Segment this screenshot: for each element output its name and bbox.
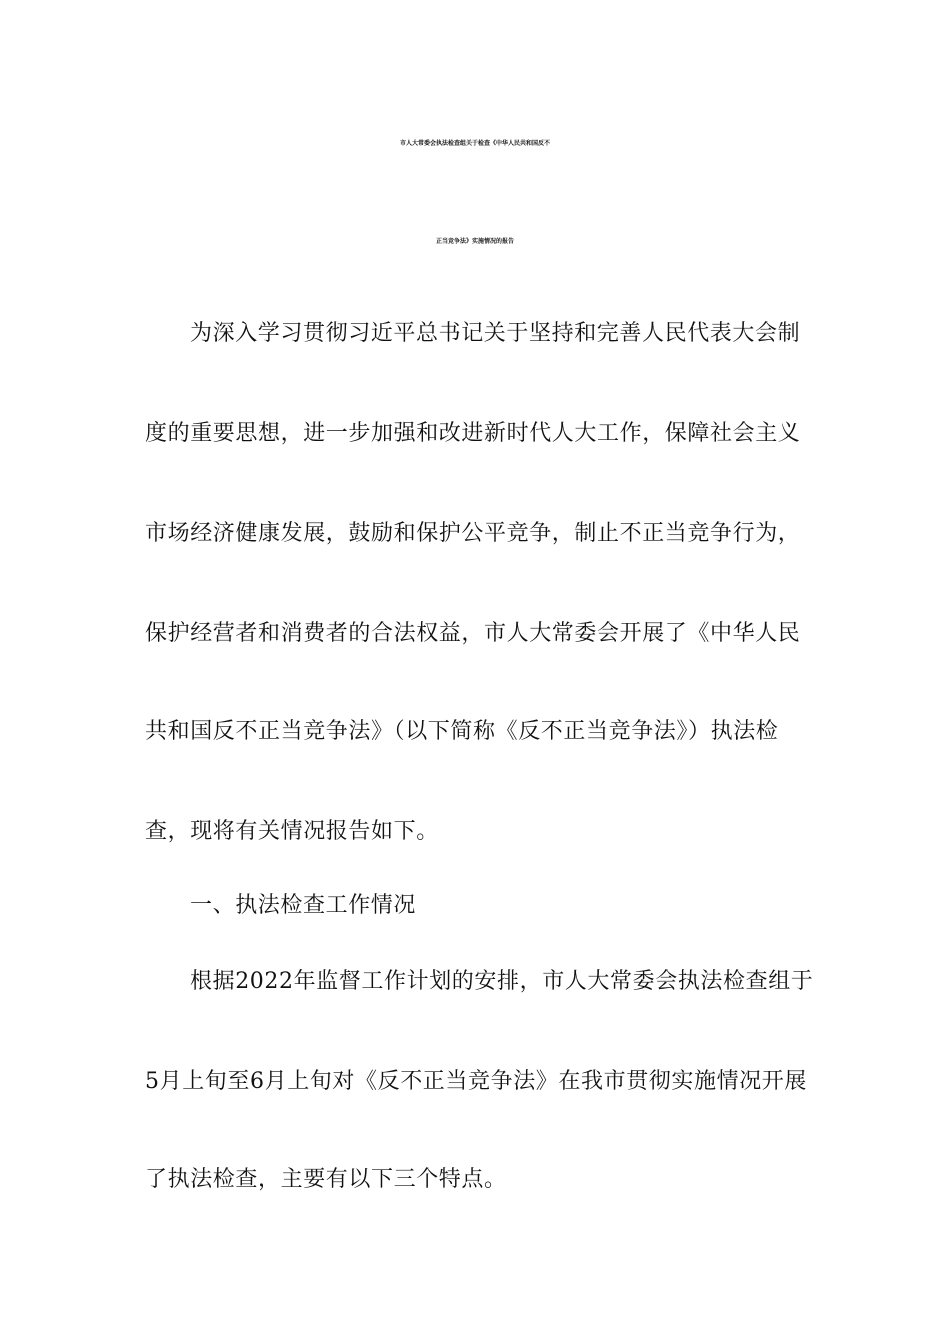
paragraph-1-line-1: 为深入学习贯彻习近平总书记关于坚持和完善人民代表大会制 — [190, 321, 801, 346]
paragraph-1-line-3: 市场经济健康发展，鼓励和保护公平竞争，制止不正当竞争行为， — [145, 521, 801, 546]
paragraph-1-line-4: 保护经营者和消费者的合法权益，市人大常委会开展了《中华人民 — [145, 621, 801, 646]
paragraph-1-line-6: 查，现将有关情况报告如下。 — [145, 819, 439, 844]
report-title-line-2: 正当竞争法》实施情况的报告 — [435, 238, 514, 245]
paragraph-2-line-3: 了执法检查，主要有以下三个特点。 — [145, 1167, 507, 1192]
paragraph-1-line-5: 共和国反不正当竞争法》（以下简称《反不正当竞争法》）执法检 — [145, 719, 779, 744]
paragraph-2-line-1: 根据2022年监督工作计划的安排，市人大常委会执法检查组于 — [190, 969, 814, 994]
section-1-heading: 一、执法检查工作情况 — [190, 893, 417, 918]
paragraph-2-line-2: 5月上旬至6月上旬对《反不正当竞争法》在我市贯彻实施情况开展 — [145, 1069, 807, 1094]
report-title-line-1: 市人大常委会执法检查组关于检查《中华人民共和国反不 — [399, 140, 550, 147]
paragraph-1-line-2: 度的重要思想，进一步加强和改进新时代人大工作，保障社会主义 — [145, 421, 801, 446]
